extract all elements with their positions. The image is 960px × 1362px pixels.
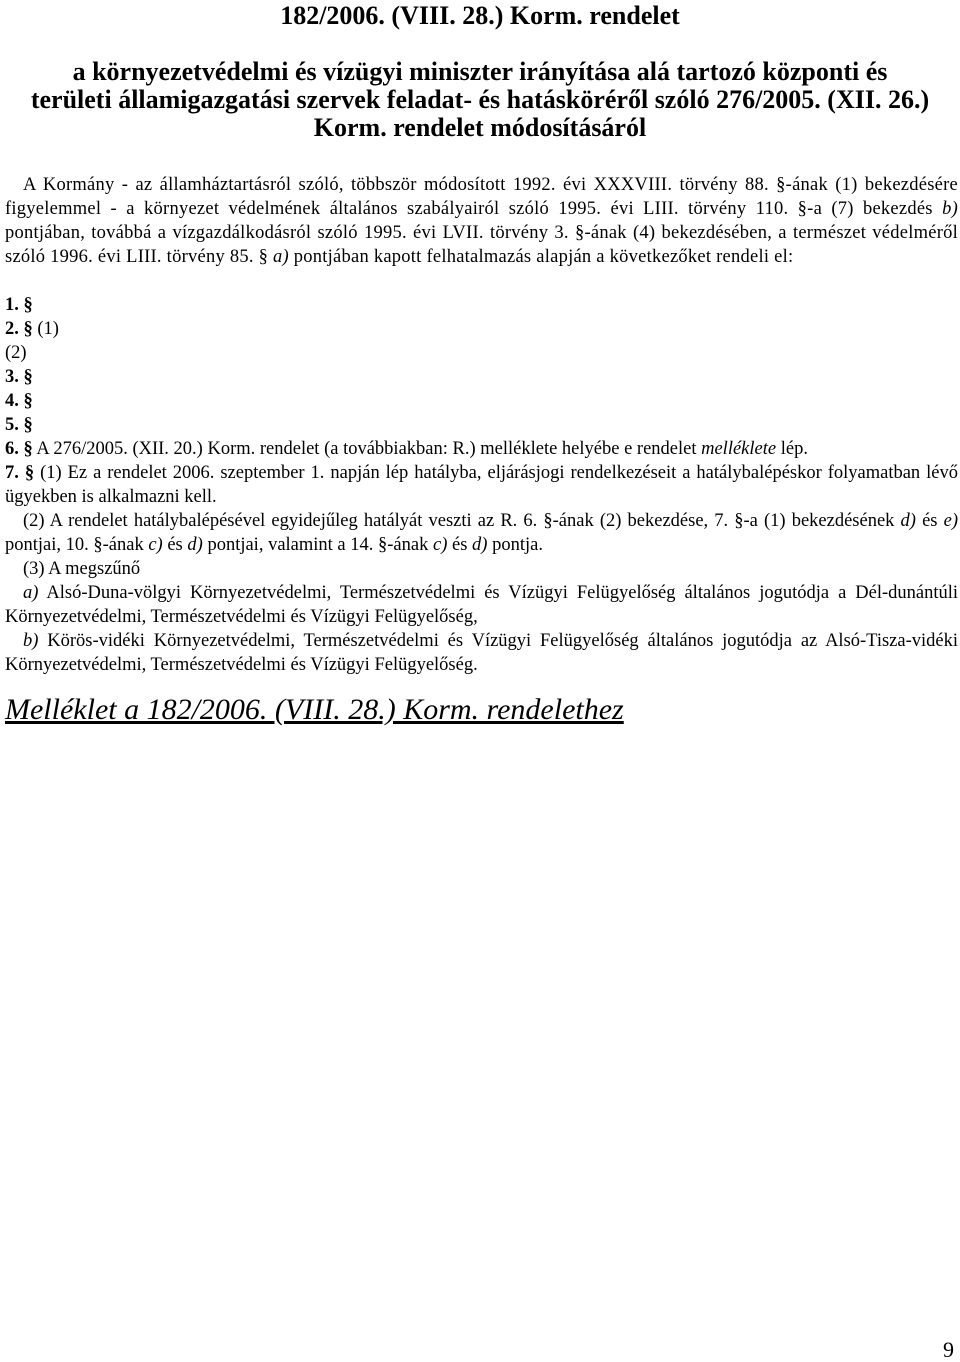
list-item: 5. §: [5, 415, 33, 435]
paragraph-3: (3) A megszűnő: [23, 559, 141, 579]
list-item: 3. §: [5, 367, 33, 387]
annex-heading: Melléklet a 182/2006. (VIII. 28.) Korm. rendelethez: [5, 693, 624, 726]
decree-subject-title: a környezetvédelmi és vízügyi miniszter irányítása alá tartozó központi és területi államigazgatási szervek feladat- és hatásköréről szóló 276/2005. (XII. 26.) Korm. rendelet módosításáról: [30, 57, 930, 142]
page-number: 9: [943, 1337, 954, 1362]
section-7: 7. § (1) Ez a rendelet 2006. szeptember 1. napján lép hatályba, eljárásjogi rendelkezéseit a hatálybalépéskor folyamatban lévő ügyekben is alkalmazni kell.: [5, 463, 958, 507]
section-list: [5, 293, 958, 437]
preamble-point-b: b): [942, 199, 958, 219]
paragraph-2: (2) A rendelet hatálybalépésével egyidejűleg hatályát veszti az R. 6. §-ának (2) bekezdése, 7. §-a (1) bekezdésének d) és e) pontjai, 10. §-ának c) és d) pontjai, valamint a 14. §-ának c) és d) pontja.: [5, 511, 959, 555]
decree-number-title: 182/2006. (VIII. 28.) Korm. rendelet: [280, 1, 680, 30]
list-item: 1. §: [5, 295, 33, 315]
preamble-text-1: A Kormány - az államháztartásról szóló, többször módosított 1992. évi XXXVIII. törvény 88. §-ának (1) bekezdésére figyelemmel - a környezet védelmének általános szabályairól szóló 1995. évi LIII. törvény 110. §-a (7) bekezdés: [5, 175, 958, 219]
body-text: [5, 437, 958, 677]
preamble: [5, 173, 958, 269]
list-item: 2. § (1): [5, 319, 59, 339]
point-a: a) Alsó-Duna-völgyi Környezetvédelmi, Természetvédelmi és Vízügyi Felügyelőség általános jogutódja a Dél-dunántúli Környezetvédelmi, Természetvédelmi és Vízügyi Felügyelőség,: [5, 583, 959, 627]
list-item: (2): [5, 343, 27, 363]
list-item: 4. §: [5, 391, 33, 411]
section-6: 6. § A 276/2005. (XII. 20.) Korm. rendelet (a továbbiakban: R.) melléklete helyébe e rendelet melléklete lép.: [5, 439, 808, 459]
preamble-point-a: a): [272, 247, 289, 267]
preamble-text-2: pontjában, továbbá a vízgazdálkodásról szóló 1995. évi LVII. törvény 3. §-ának (4) bekezdésében, a természet védelméről szóló 1996. évi LIII. törvény 85. §: [5, 223, 958, 267]
preamble-text-3: pontjában kapott felhatalmazás alapján a következőket rendeli el:: [293, 247, 794, 267]
point-b: b) Körös-vidéki Környezetvédelmi, Természetvédelmi és Vízügyi Felügyelőség általános jogutódja az Alsó-Tisza-vidéki Környezetvédelmi, Természetvédelmi és Vízügyi Felügyelőség.: [5, 631, 958, 675]
